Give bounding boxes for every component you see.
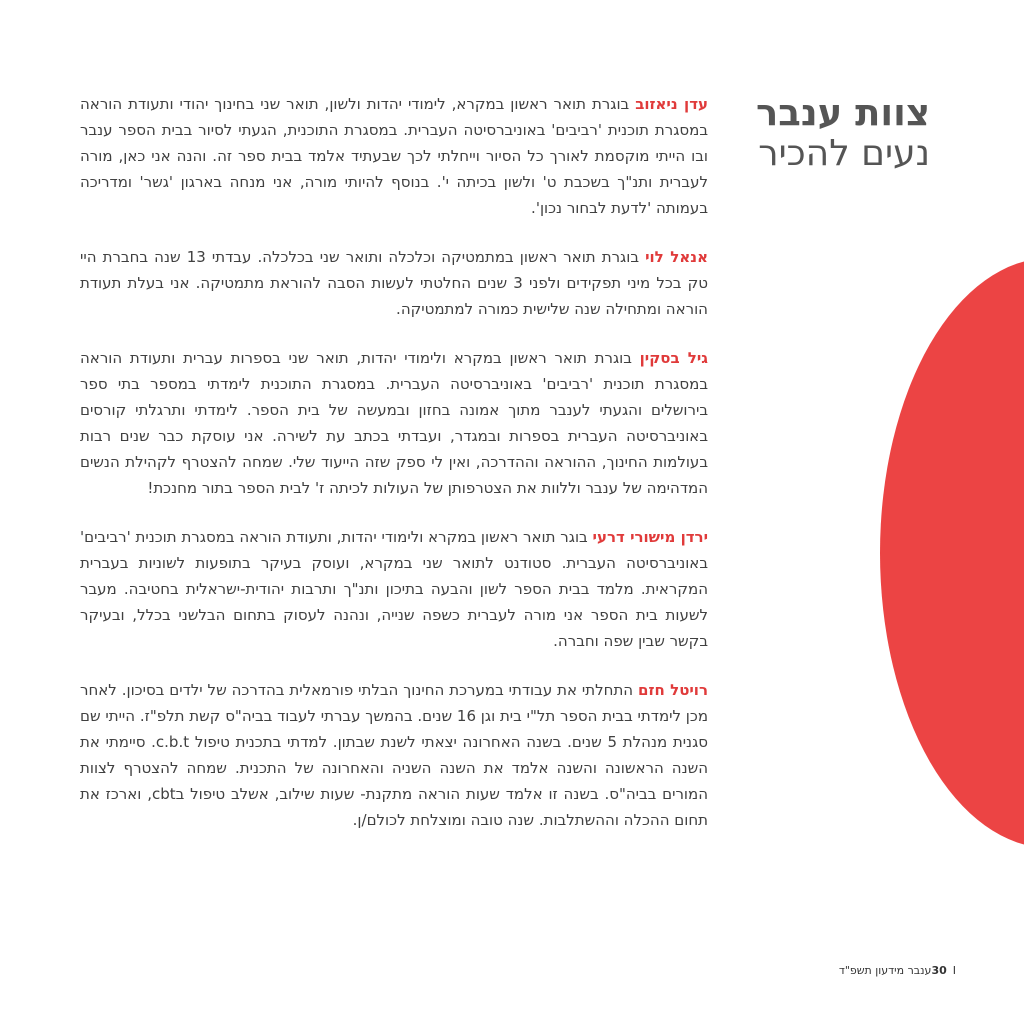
staff-bios bbox=[80, 91, 708, 856]
bio-name: רויטל חזם bbox=[638, 681, 708, 699]
page-footer bbox=[839, 964, 962, 977]
bio-name: גיל בסקין bbox=[639, 349, 708, 367]
bio-name: עדן ניאזוב bbox=[635, 95, 709, 113]
bio-paragraph bbox=[80, 244, 708, 322]
bio-paragraph bbox=[80, 677, 708, 833]
heading-subtitle: נעים להכיר bbox=[758, 133, 930, 174]
bio-text: התחלתי את עבודתי במערכת החינוך הבלתי פורמאלית בהדרכה של ילדים בסיכון. לאחר מכן לימדתי בבית הספר תל"י בית וגן 16 שנים. בהמשך עברתי לעבוד בביה"ס קשת תלפ"ז. הייתי שם סגנית מנהלת 5 שנים. בשנה האחרונה יצאתי לשנת שבתון. למדתי בתכנית טיפול c.b.t. סיימתי את השנה הראשונה והשנה אלמד את השנה השניה והאחרונה של התכנית. שמחה להצטרף לצוות המורים בביה"ס. בשנה זו אלמד שעות הוראה מתקנת- שעות שילוב, אשלב טיפול בcbt, וארכז את תחום ההכלה וההשתלבות. שנה טובה ומוצלחת לכולם/ן. bbox=[80, 681, 709, 829]
bio-paragraph bbox=[80, 345, 708, 501]
bio-text: בוגרת תואר ראשון במקרא ולימודי יהדות, תואר שני בספרות עברית ותעודת הוראה במסגרת תוכנית 'רביבים' באוניברסיטה העברית. במסגרת התוכנית לימדתי במספר בתי ספר בירושלים והגעתי לענבר מתוך אמונה בחזון ובמעשה של בית הספר. לימדתי ותרגלתי קורסים באוניברסיטה העברית בספרות ובמגדר, ועבדתי בכתב עת לשירה. אני עוסקת כבר שנים רבות בעולמות החינוך, ההוראה וההדרכה, ואין לי ספק שזה הייעוד שלי. שמחה להצטרף לקהילת הנשים המדהימה של ענבר וללוות את הצטרפותן של העולות לכיתה ז' לבית הספר בתור מחנכת! bbox=[80, 349, 708, 497]
bio-text: בוגרת תואר ראשון במתמטיקה וכלכלה ותואר שני בכלכלה. עבדתי 13 שנה בחברת היי טק בכל מיני תפקידים ולפני 3 שנים החלטתי לעשות הסבה להוראת מתמטיקה. אני בעלת תעודת הוראה ומתחילה שנה שלישית כמורה למתמטיקה. bbox=[80, 248, 708, 318]
decorative-red-circle bbox=[880, 258, 1024, 848]
page-number: 30 bbox=[931, 964, 947, 977]
bio-name: אנאל לוי bbox=[645, 248, 708, 266]
bio-text: בוגר תואר ראשון במקרא ולימודי יהדות, ותעודת הוראה במסגרת תוכנית 'רביבים' באוניברסיטה העברית. סטודנט לתואר שני במקרא, ועוסק בעיקר בתופעות לשוניות בעברית המקראית. מלמד בבית הספר לשון והבעה בתיכון ותנ"ך ותרבות יהודית-ישראלית בחטיבה. מעבר לשעות בית הספר אני מורה לעברית כשפה שנייה, ונהנה לעסוק בתחום הבלשני בכלל, ובעיקר בקשר שבין שפה וחברה. bbox=[80, 528, 708, 650]
publication-name: ענבר מידעון תשפ"ד bbox=[838, 964, 932, 977]
bio-paragraph bbox=[80, 91, 708, 221]
bio-paragraph bbox=[80, 524, 708, 654]
bio-text: בוגרת תואר ראשון במקרא, לימודי יהדות ולשון, תואר שני בחינוך יהודי ותעודת הוראה במסגרת תוכנית 'רביבים' באוניברסיטה העברית. במסגרת התוכנית, הגעתי לסיור בבית הספר ענבר ובו הייתי מוקסמת לאורך כל הסיור וייחלתי לכך שבעתיד אלמד בבית ספר זה. והנה אני כאן, מורה לעברית ותנ"ך בשכבת ט' ולשון בכיתה י'. בנוסף להיותי מורה, אני מנחה בארגון 'גשר' ומדריכה בעמותה 'לדעת לבחור נכון'. bbox=[80, 95, 708, 217]
bio-name: ירדן מישורי דרעי bbox=[592, 528, 708, 546]
footer-separator: I bbox=[952, 964, 956, 977]
heading-title: צוות ענבר bbox=[756, 91, 930, 134]
page-heading bbox=[710, 92, 930, 174]
